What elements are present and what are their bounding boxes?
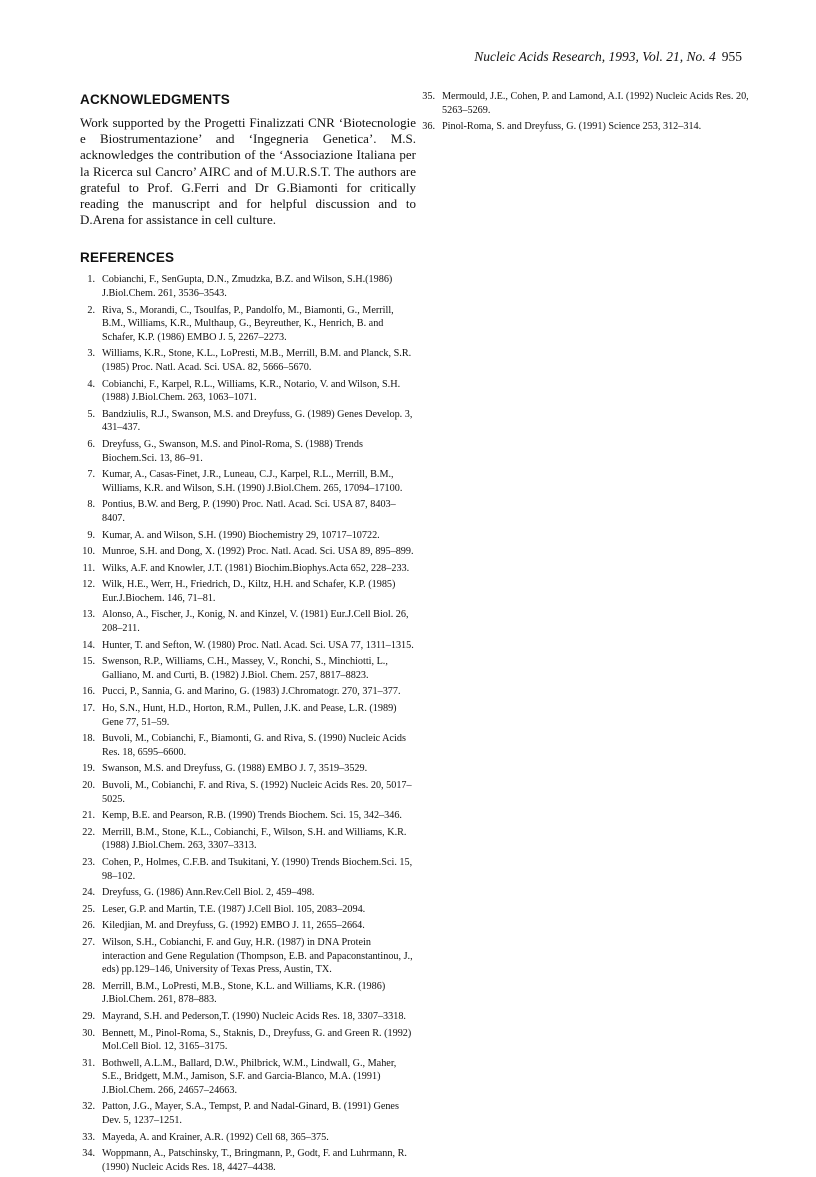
reference-item: [80, 1147, 416, 1174]
reference-number: 30.: [82, 1027, 95, 1039]
reference-item: [80, 578, 416, 605]
reference-text: Kumar, A., Casas-Finet, J.R., Luneau, C.J., Karpel, R.L., Merrill, B.M., Williams, K.R. and Wilson, S.H. (1990) J.Biol.Chem. 265, 17094–17100.: [102, 469, 403, 494]
reference-item: [80, 936, 416, 977]
reference-item: [80, 1057, 416, 1098]
reference-item: [80, 498, 416, 525]
reference-number: 34.: [82, 1148, 95, 1160]
reference-number: 23.: [82, 856, 95, 868]
reference-number: 21.: [82, 810, 95, 822]
reference-text: Mayeda, A. and Krainer, A.R. (1992) Cell 68, 365–375.: [102, 1131, 329, 1143]
reference-text: Woppmann, A., Patschinsky, T., Bringmann, P., Godt, F. and Luhrmann, R. (1990) Nucleic Acids Res. 18, 4427–4438.: [102, 1148, 407, 1173]
reference-item: [80, 809, 416, 823]
reference-item: [80, 685, 416, 699]
reference-text: Dreyfuss, G., Swanson, M.S. and Pinol-Roma, S. (1988) Trends Biochem.Sci. 13, 86–91.: [102, 438, 363, 464]
reference-item: [80, 919, 416, 933]
reference-number: 2.: [87, 304, 95, 316]
reference-list-right: [420, 90, 750, 134]
reference-text: Riva, S., Morandi, C., Tsoulfas, P., Pandolfo, M., Biamonti, G., Merrill, B.M., Williams, K.R., Multhaup, G., Beyreuther, K., Henrich, B. and Schafer, K.P. (1986) EMBO J. 5, 2267–2273.: [102, 304, 394, 343]
reference-text: Bennett, M., Pinol-Roma, S., Staknis, D., Dreyfuss, G. and Green R. (1992) Mol.Cell Biol. 12, 3165–3175.: [102, 1027, 412, 1053]
reference-number: 1.: [87, 274, 95, 286]
right-column: [420, 90, 750, 137]
left-column: [80, 92, 416, 1177]
reference-number: 28.: [82, 980, 95, 992]
reference-item: [80, 545, 416, 559]
reference-number: 7.: [87, 469, 95, 481]
reference-text: Cobianchi, F., Karpel, R.L., Williams, K.R., Notario, V. and Wilson, S.H. (1988) J.Biol.Chem. 263, 1063–1071.: [102, 378, 401, 404]
reference-text: Kumar, A. and Wilson, S.H. (1990) Biochemistry 29, 10717–10722.: [102, 529, 380, 541]
reference-item: [80, 732, 416, 759]
reference-number: 35.: [422, 91, 435, 102]
reference-text: Hunter, T. and Sefton, W. (1980) Proc. Natl. Acad. Sci. USA 77, 1311–1315.: [102, 639, 414, 651]
reference-number: 25.: [82, 903, 95, 915]
acknowledgments-heading: ACKNOWLEDGMENTS: [80, 92, 230, 107]
reference-number: 18.: [82, 733, 95, 745]
reference-item: [80, 886, 416, 900]
reference-text: Leser, G.P. and Martin, T.E. (1987) J.Cell Biol. 105, 2083–2094.: [102, 903, 366, 915]
reference-number: 31.: [82, 1057, 95, 1069]
reference-item: [420, 90, 750, 117]
reference-text: Bothwell, A.L.M., Ballard, D.W., Philbrick, W.M., Lindwall, G., Maher, S.E., Bridgett, M.M., Jamison, S.F. and Garcia-Blanco, M.A. (1991) J.Biol.Chem. 266, 24657–24663.: [102, 1057, 397, 1096]
reference-list-left: [80, 273, 416, 1174]
reference-text: Williams, K.R., Stone, K.L., LoPresti, M.B., Merrill, B.M. and Planck, S.R. (1985) Proc. Natl. Acad. Sci. USA. 82, 5666–5670.: [102, 348, 412, 373]
reference-number: 13.: [82, 609, 95, 621]
reference-number: 19.: [82, 763, 95, 775]
acknowledgments-text: Work supported by the Progetti Finalizzati CNR ‘Biotecnologie e Biostrumentazione’ and ‘Ingegneria Genetica’. M.S. acknowledges the contribution of the ‘Associazione Italiana per la Ricerca sul Cancro’ AIRC and of M.U.R.S.T. The authors are grateful to Prof. G.Ferri and Dr G.Biamonti for critically reading the manuscript and for helpful discussion and to D.Arena for assistance in cell culture.: [80, 115, 416, 228]
reference-item: [80, 378, 416, 405]
reference-item: [80, 1100, 416, 1127]
reference-text: Dreyfuss, G. (1986) Ann.Rev.Cell Biol. 2, 459–498.: [102, 887, 315, 899]
reference-text: Patton, J.G., Mayer, S.A., Tempst, P. and Nadal-Ginard, B. (1991) Genes Dev. 5, 1237–1251.: [102, 1101, 399, 1127]
reference-text: Merrill, B.M., Stone, K.L., Cobianchi, F., Wilson, S.H. and Williams, K.R. (1988) J.Biol.Chem. 263, 3307–3313.: [102, 826, 407, 852]
reference-item: [80, 347, 416, 374]
reference-item: [80, 1010, 416, 1024]
reference-item: [80, 856, 416, 883]
reference-item: [80, 304, 416, 345]
reference-item: [80, 408, 416, 435]
reference-item: [80, 980, 416, 1007]
reference-text: Kemp, B.E. and Pearson, R.B. (1990) Trends Biochem. Sci. 15, 342–346.: [102, 810, 402, 822]
reference-item: [80, 826, 416, 853]
reference-text: Mayrand, S.H. and Pederson,T. (1990) Nucleic Acids Res. 18, 3307–3318.: [102, 1010, 406, 1022]
reference-number: 24.: [82, 887, 95, 899]
reference-item: [80, 562, 416, 576]
reference-text: Bandziulis, R.J., Swanson, M.S. and Dreyfuss, G. (1989) Genes Develop. 3, 431–437.: [102, 408, 413, 434]
reference-item: [80, 639, 416, 653]
reference-number: 22.: [82, 826, 95, 838]
reference-text: Buvoli, M., Cobianchi, F. and Riva, S. (1992) Nucleic Acids Res. 20, 5017–5025.: [102, 780, 412, 805]
reference-text: Wilson, S.H., Cobianchi, F. and Guy, H.R. (1987) in DNA Protein interaction and Gene Regulation (Thompson, E.B. and Papaconstantinou, J., eds) pp.129–146, University of Texas Press, Austin, TX.: [102, 936, 413, 976]
reference-item: [80, 762, 416, 776]
reference-number: 5.: [87, 408, 95, 420]
reference-number: 10.: [82, 546, 95, 558]
reference-text: Pucci, P., Sannia, G. and Marino, G. (1983) J.Chromatogr. 270, 371–377.: [102, 686, 401, 698]
journal-citation: Nucleic Acids Research, 1993, Vol. 21, No. 4: [474, 49, 716, 64]
reference-text: Buvoli, M., Cobianchi, F., Biamonti, G. and Riva, S. (1990) Nucleic Acids Res. 18, 6595–6600.: [102, 733, 406, 758]
reference-number: 14.: [82, 639, 95, 651]
reference-item: [80, 702, 416, 729]
reference-text: Cobianchi, F., SenGupta, D.N., Zmudzka, B.Z. and Wilson, S.H.(1986) J.Biol.Chem. 261, 3536–3543.: [102, 274, 393, 300]
reference-text: Pontius, B.W. and Berg, P. (1990) Proc. Natl. Acad. Sci. USA 87, 8403–8407.: [102, 499, 396, 524]
reference-item: [80, 273, 416, 300]
reference-number: 9.: [87, 529, 95, 541]
reference-text: Swenson, R.P., Williams, C.H., Massey, V., Ronchi, S., Minchiotti, L., Galliano, M. and Curti, B. (1982) J.Biol. Chem. 257, 8817–8823.: [102, 656, 388, 681]
reference-text: Kiledjian, M. and Dreyfuss, G. (1992) EMBO J. 11, 2655–2664.: [102, 920, 365, 932]
reference-item: [80, 779, 416, 806]
reference-item: [80, 608, 416, 635]
reference-number: 32.: [82, 1101, 95, 1113]
reference-text: Pinol-Roma, S. and Dreyfuss, G. (1991) Science 253, 312–314.: [442, 121, 702, 133]
reference-number: 4.: [87, 378, 95, 390]
reference-text: Cohen, P., Holmes, C.F.B. and Tsukitani, Y. (1990) Trends Biochem.Sci. 15, 98–102.: [102, 856, 413, 882]
reference-text: Merrill, B.M., LoPresti, M.B., Stone, K.L. and Williams, K.R. (1986) J.Biol.Chem. 261, 878–883.: [102, 980, 386, 1006]
reference-item: [80, 438, 416, 465]
reference-number: 16.: [82, 686, 95, 698]
reference-item: [80, 655, 416, 682]
reference-number: 6.: [87, 438, 95, 450]
reference-number: 33.: [82, 1131, 95, 1143]
reference-item: [80, 1027, 416, 1054]
reference-text: Swanson, M.S. and Dreyfuss, G. (1988) EMBO J. 7, 3519–3529.: [102, 763, 368, 775]
reference-text: Ho, S.N., Hunt, H.D., Horton, R.M., Pullen, J.K. and Pease, L.R. (1989) Gene 77, 51–59.: [102, 703, 397, 728]
reference-item: [80, 468, 416, 495]
reference-text: Wilks, A.F. and Knowler, J.T. (1981) Biochim.Biophys.Acta 652, 228–233.: [102, 562, 410, 574]
reference-item: [80, 529, 416, 543]
reference-text: Alonso, A., Fischer, J., Konig, N. and Kinzel, V. (1981) Eur.J.Cell Biol. 26, 208–211.: [102, 609, 409, 635]
reference-item: [420, 120, 750, 134]
reference-number: 29.: [82, 1010, 95, 1022]
reference-number: 11.: [82, 562, 95, 574]
page-number: 955: [721, 49, 742, 64]
reference-text: Mermould, J.E., Cohen, P. and Lamond, A.I. (1992) Nucleic Acids Res. 20, 5263–5269.: [442, 91, 749, 116]
reference-item: [80, 1131, 416, 1145]
running-header: [420, 49, 742, 65]
reference-number: 8.: [87, 499, 95, 511]
reference-item: [80, 903, 416, 917]
reference-number: 15.: [82, 656, 95, 668]
reference-number: 20.: [82, 780, 95, 792]
reference-number: 26.: [82, 920, 95, 932]
reference-number: 27.: [82, 936, 95, 948]
reference-number: 3.: [87, 348, 95, 360]
references-heading: REFERENCES: [80, 250, 175, 266]
reference-number: 12.: [82, 579, 95, 591]
reference-text: Wilk, H.E., Werr, H., Friedrich, D., Kiltz, H.H. and Schafer, K.P. (1985) Eur.J.Biochem. 146, 71–81.: [102, 579, 396, 604]
reference-text: Munroe, S.H. and Dong, X. (1992) Proc. Natl. Acad. Sci. USA 89, 895–899.: [102, 546, 414, 558]
reference-number: 36.: [422, 121, 435, 133]
reference-number: 17.: [82, 703, 95, 715]
